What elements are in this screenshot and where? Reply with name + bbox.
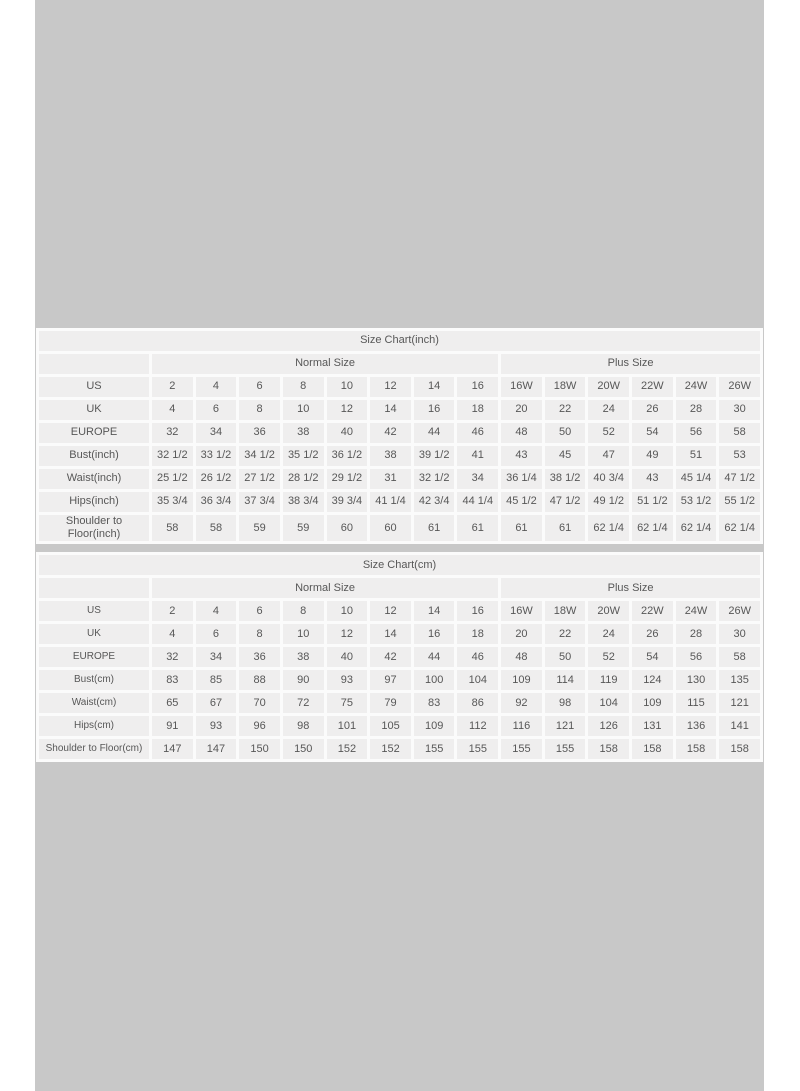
column-group-row [39,578,760,598]
size-cell: 61 [501,515,542,541]
table-row [39,515,760,541]
size-cell: 126 [588,716,629,736]
size-cell: 32 1/2 [152,446,193,466]
size-cell: 16 [414,624,455,644]
size-cell: 100 [414,670,455,690]
size-cell: 30 [719,624,760,644]
size-cell: 10 [327,601,368,621]
size-cell: 136 [676,716,717,736]
size-cell: 16 [414,400,455,420]
size-cell: 155 [545,739,586,759]
size-cell: 46 [457,647,498,667]
size-cell: 12 [327,624,368,644]
size-cell: 141 [719,716,760,736]
size-cell: 6 [196,400,237,420]
size-cell: 41 1/4 [370,492,411,512]
size-cell: 53 [719,446,760,466]
size-cell: 40 [327,647,368,667]
size-cell: 26 [632,400,673,420]
size-cell: 38 [370,446,411,466]
size-cell: 28 [676,400,717,420]
size-cell: 47 1/2 [545,492,586,512]
size-cell: 47 [588,446,629,466]
size-cell: 18W [545,601,586,621]
row-label: Shoulder to Floor(inch) [39,515,149,541]
size-cell: 44 [414,647,455,667]
size-cell: 59 [239,515,280,541]
column-group-row [39,354,760,374]
size-cell: 20 [501,624,542,644]
size-cell: 6 [239,377,280,397]
size-cell: 50 [545,647,586,667]
size-cell: 49 1/2 [588,492,629,512]
row-label: Waist(inch) [39,469,149,489]
size-cell: 114 [545,670,586,690]
size-cell: 104 [588,693,629,713]
size-cell: 72 [283,693,324,713]
size-cell: 98 [545,693,586,713]
size-cell: 4 [196,601,237,621]
size-cell: 147 [152,739,193,759]
size-cell: 24W [676,601,717,621]
size-cell: 16 [457,601,498,621]
size-cell: 18 [457,400,498,420]
size-cell: 39 1/2 [414,446,455,466]
size-cell: 96 [239,716,280,736]
column-group-normal-size: Normal Size [152,354,498,374]
size-cell: 101 [327,716,368,736]
size-cell: 155 [414,739,455,759]
size-cell: 42 3/4 [414,492,455,512]
size-cell: 93 [196,716,237,736]
size-cell: 10 [327,377,368,397]
size-cell: 10 [283,400,324,420]
size-cell: 37 3/4 [239,492,280,512]
table-row [39,446,760,466]
size-cell: 152 [327,739,368,759]
size-cell: 36 1/2 [327,446,368,466]
size-cell: 22 [545,624,586,644]
row-label: EUROPE [39,423,149,443]
table-row [39,739,760,759]
row-label: US [39,601,149,621]
size-cell: 85 [196,670,237,690]
row-label: EUROPE [39,647,149,667]
size-cell: 58 [719,423,760,443]
size-cell: 28 [676,624,717,644]
size-cell: 150 [239,739,280,759]
size-cell: 30 [719,400,760,420]
size-cell: 47 1/2 [719,469,760,489]
size-cell: 65 [152,693,193,713]
size-cell: 124 [632,670,673,690]
size-cell: 44 [414,423,455,443]
row-label: Waist(cm) [39,693,149,713]
size-cell: 86 [457,693,498,713]
size-cell: 4 [196,377,237,397]
size-cell: 158 [676,739,717,759]
size-cell: 60 [327,515,368,541]
row-label: Bust(cm) [39,670,149,690]
size-cell: 121 [545,716,586,736]
table-row [39,400,760,420]
size-cell: 45 [545,446,586,466]
size-cell: 6 [196,624,237,644]
column-group-plus-size: Plus Size [501,354,760,374]
size-cell: 50 [545,423,586,443]
size-cell: 36 1/4 [501,469,542,489]
table-row [39,601,760,621]
size-cell: 43 [501,446,542,466]
size-cell: 2 [152,601,193,621]
size-cell: 155 [457,739,498,759]
size-cell: 25 1/2 [152,469,193,489]
size-cell: 158 [588,739,629,759]
size-cell: 53 1/2 [676,492,717,512]
size-cell: 12 [327,400,368,420]
size-cell: 45 1/2 [501,492,542,512]
size-cell: 26W [719,377,760,397]
size-cell: 8 [283,601,324,621]
size-chart-inch-table [36,328,763,544]
size-cell: 46 [457,423,498,443]
size-cell: 14 [370,624,411,644]
size-cell: 33 1/2 [196,446,237,466]
size-cell: 98 [283,716,324,736]
size-cell: 14 [414,601,455,621]
size-cell: 27 1/2 [239,469,280,489]
size-cell: 150 [283,739,324,759]
size-cell: 31 [370,469,411,489]
size-cell: 26W [719,601,760,621]
size-cell: 58 [152,515,193,541]
size-cell: 130 [676,670,717,690]
size-cell: 4 [152,400,193,420]
column-group-plus-size: Plus Size [501,578,760,598]
size-cell: 70 [239,693,280,713]
size-cell: 75 [327,693,368,713]
table-row [39,423,760,443]
tables-wrap [35,0,764,762]
size-cell: 32 1/2 [414,469,455,489]
size-cell: 67 [196,693,237,713]
size-cell: 18 [457,624,498,644]
size-cell: 38 [283,647,324,667]
size-cell: 58 [196,515,237,541]
size-cell: 6 [239,601,280,621]
size-cell: 22W [632,377,673,397]
size-cell: 45 1/4 [676,469,717,489]
size-cell: 92 [501,693,542,713]
size-cell: 61 [457,515,498,541]
size-cell: 29 1/2 [327,469,368,489]
size-cell: 158 [632,739,673,759]
size-cell: 40 3/4 [588,469,629,489]
table-title-row [39,555,760,575]
size-cell: 34 1/2 [239,446,280,466]
size-cell: 4 [152,624,193,644]
table-row [39,469,760,489]
size-cell: 52 [588,647,629,667]
size-cell: 62 1/4 [588,515,629,541]
size-cell: 91 [152,716,193,736]
size-cell: 32 [152,647,193,667]
size-cell: 24 [588,624,629,644]
size-cell: 38 [283,423,324,443]
size-cell: 58 [719,647,760,667]
size-cell: 20 [501,400,542,420]
size-cell: 39 3/4 [327,492,368,512]
table-row [39,647,760,667]
size-cell: 20W [588,377,629,397]
size-cell: 90 [283,670,324,690]
size-cell: 109 [501,670,542,690]
size-cell: 152 [370,739,411,759]
size-cell: 24 [588,400,629,420]
size-cell: 54 [632,423,673,443]
size-cell: 51 [676,446,717,466]
row-label: Bust(inch) [39,446,149,466]
size-cell: 61 [414,515,455,541]
row-label: UK [39,400,149,420]
size-cell: 22W [632,601,673,621]
size-cell: 48 [501,647,542,667]
size-cell: 109 [632,693,673,713]
size-cell: 147 [196,739,237,759]
size-cell: 38 1/2 [545,469,586,489]
size-cell: 42 [370,647,411,667]
size-cell: 35 3/4 [152,492,193,512]
corner-cell [39,354,149,374]
size-cell: 16W [501,377,542,397]
size-cell: 10 [283,624,324,644]
row-label: Hips(inch) [39,492,149,512]
size-cell: 55 1/2 [719,492,760,512]
row-label: Hips(cm) [39,716,149,736]
size-cell: 54 [632,647,673,667]
table-row [39,716,760,736]
size-cell: 26 1/2 [196,469,237,489]
size-cell: 34 [457,469,498,489]
corner-cell [39,578,149,598]
size-cell: 8 [239,400,280,420]
size-cell: 16 [457,377,498,397]
size-cell: 131 [632,716,673,736]
size-cell: 158 [719,739,760,759]
size-cell: 48 [501,423,542,443]
size-cell: 12 [370,377,411,397]
size-cell: 36 3/4 [196,492,237,512]
table-title: Size Chart(inch) [39,331,760,351]
row-label: UK [39,624,149,644]
size-cell: 8 [239,624,280,644]
size-cell: 155 [501,739,542,759]
size-cell: 116 [501,716,542,736]
table-row [39,693,760,713]
size-cell: 62 1/4 [719,515,760,541]
size-cell: 61 [545,515,586,541]
size-cell: 83 [152,670,193,690]
size-cell: 43 [632,469,673,489]
size-cell: 104 [457,670,498,690]
size-cell: 26 [632,624,673,644]
size-cell: 115 [676,693,717,713]
size-chart-cm-table [36,552,763,762]
size-cell: 36 [239,647,280,667]
size-cell: 14 [414,377,455,397]
column-group-normal-size: Normal Size [152,578,498,598]
size-cell: 52 [588,423,629,443]
size-cell: 20W [588,601,629,621]
size-cell: 28 1/2 [283,469,324,489]
size-cell: 83 [414,693,455,713]
size-cell: 93 [327,670,368,690]
table-row [39,492,760,512]
size-cell: 40 [327,423,368,443]
size-cell: 8 [283,377,324,397]
size-cell: 105 [370,716,411,736]
size-cell: 14 [370,400,411,420]
size-cell: 34 [196,647,237,667]
size-cell: 56 [676,423,717,443]
size-cell: 36 [239,423,280,443]
size-cell: 121 [719,693,760,713]
table-title: Size Chart(cm) [39,555,760,575]
size-cell: 42 [370,423,411,443]
row-label: US [39,377,149,397]
size-cell: 22 [545,400,586,420]
size-cell: 12 [370,601,411,621]
size-cell: 38 3/4 [283,492,324,512]
table-title-row [39,331,760,351]
size-cell: 41 [457,446,498,466]
size-cell: 59 [283,515,324,541]
size-cell: 51 1/2 [632,492,673,512]
size-cell: 44 1/4 [457,492,498,512]
table-row [39,670,760,690]
size-chart-image [35,0,764,1091]
size-cell: 112 [457,716,498,736]
size-cell: 34 [196,423,237,443]
size-cell: 18W [545,377,586,397]
table-row [39,624,760,644]
size-cell: 2 [152,377,193,397]
table-row [39,377,760,397]
size-cell: 24W [676,377,717,397]
size-cell: 16W [501,601,542,621]
size-cell: 135 [719,670,760,690]
size-cell: 97 [370,670,411,690]
size-cell: 62 1/4 [676,515,717,541]
row-label: Shoulder to Floor(cm) [39,739,149,759]
size-cell: 32 [152,423,193,443]
size-cell: 88 [239,670,280,690]
size-cell: 62 1/4 [632,515,673,541]
size-cell: 119 [588,670,629,690]
size-cell: 109 [414,716,455,736]
size-cell: 60 [370,515,411,541]
size-cell: 79 [370,693,411,713]
size-cell: 49 [632,446,673,466]
size-cell: 56 [676,647,717,667]
size-cell: 35 1/2 [283,446,324,466]
